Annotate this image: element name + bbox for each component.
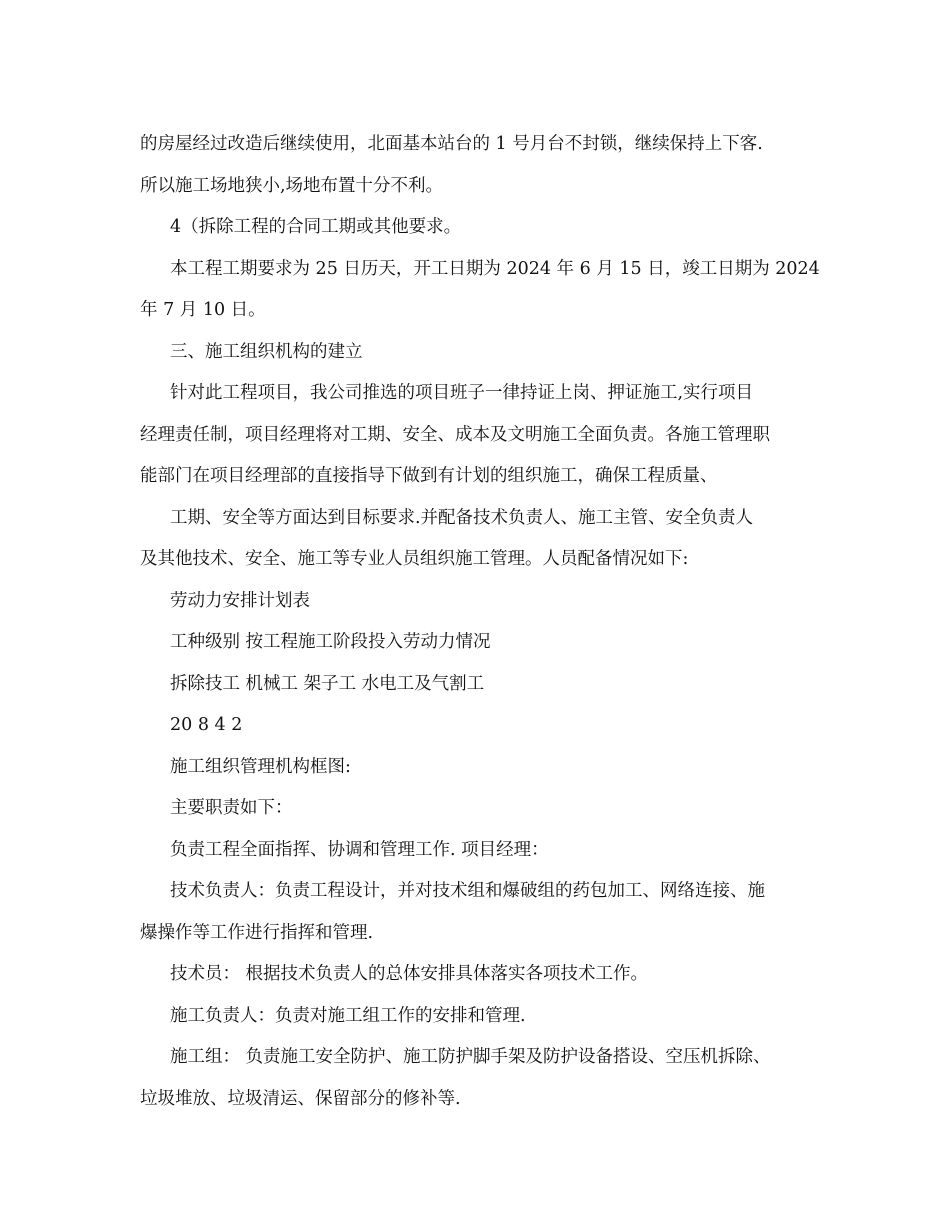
text-line: 施工组织管理机构框图: <box>170 757 351 777</box>
text-line: 4（拆除工程的合同工期或其他要求。 <box>170 217 462 237</box>
text-line: 爆操作等工作进行指挥和管理. <box>140 923 374 943</box>
section-heading: 三、施工组织机构的建立 <box>170 342 363 362</box>
text-line: 经理责任制，项目经理将对工期、安全、成本及文明施工全面负责。各施工管理职 <box>140 425 770 445</box>
table-title: 劳动力安排计划表 <box>170 591 310 611</box>
text-line: 及其他技术、安全、施工等专业人员组织施工管理。人员配备情况如下: <box>140 549 689 569</box>
text-line: 技术员： 根据技术负责人的总体安排具体落实各项技术工作。 <box>170 964 649 984</box>
text-line: 本工程工期要求为 25 日历天，开工日期为 2024 年 6 月 15 日，竣工日期为 2024 <box>170 259 820 279</box>
text-line: 能部门在项目经理部的直接指导下做到有计划的组织施工，确保工程质量、 <box>140 466 718 486</box>
text-line: 年 7 月 10 日。 <box>140 300 266 320</box>
text-line: 工期、安全等方面达到目标要求.并配备技术负责人、施工主管、安全负责人 <box>170 508 754 528</box>
table-column-row: 拆除技工 机械工 架子工 水电工及气割工 <box>170 674 485 694</box>
text-line: 技术负责人：负责工程设计，并对技术组和爆破组的药包加工、网络连接、施 <box>170 881 765 901</box>
text-line: 所以施工场地狭小,场地布置十分不利。 <box>140 176 444 196</box>
text-line: 针对此工程项目，我公司推选的项目班子一律持证上岗、押证施工,实行项目 <box>170 383 754 403</box>
text-line: 负责工程全面指挥、协调和管理工作. 项目经理： <box>170 840 549 860</box>
text-line: 施工负责人：负责对施工组工作的安排和管理. <box>170 1006 526 1026</box>
text-line: 主要职责如下： <box>170 798 293 818</box>
table-value-row: 20 8 4 2 <box>170 715 243 735</box>
text-line: 的房屋经过改造后继续使用，北面基本站台的 1 号月台不封锁，继续保持上下客. <box>140 134 763 154</box>
text-line: 垃圾堆放、垃圾清运、保留部分的修补等. <box>140 1089 461 1109</box>
table-header-row: 工种级别 按工程施工阶段投入劳动力情况 <box>170 632 491 652</box>
text-line: 施工组： 负责施工安全防护、施工防护脚手架及防护设备搭设、空压机拆除、 <box>170 1047 771 1067</box>
